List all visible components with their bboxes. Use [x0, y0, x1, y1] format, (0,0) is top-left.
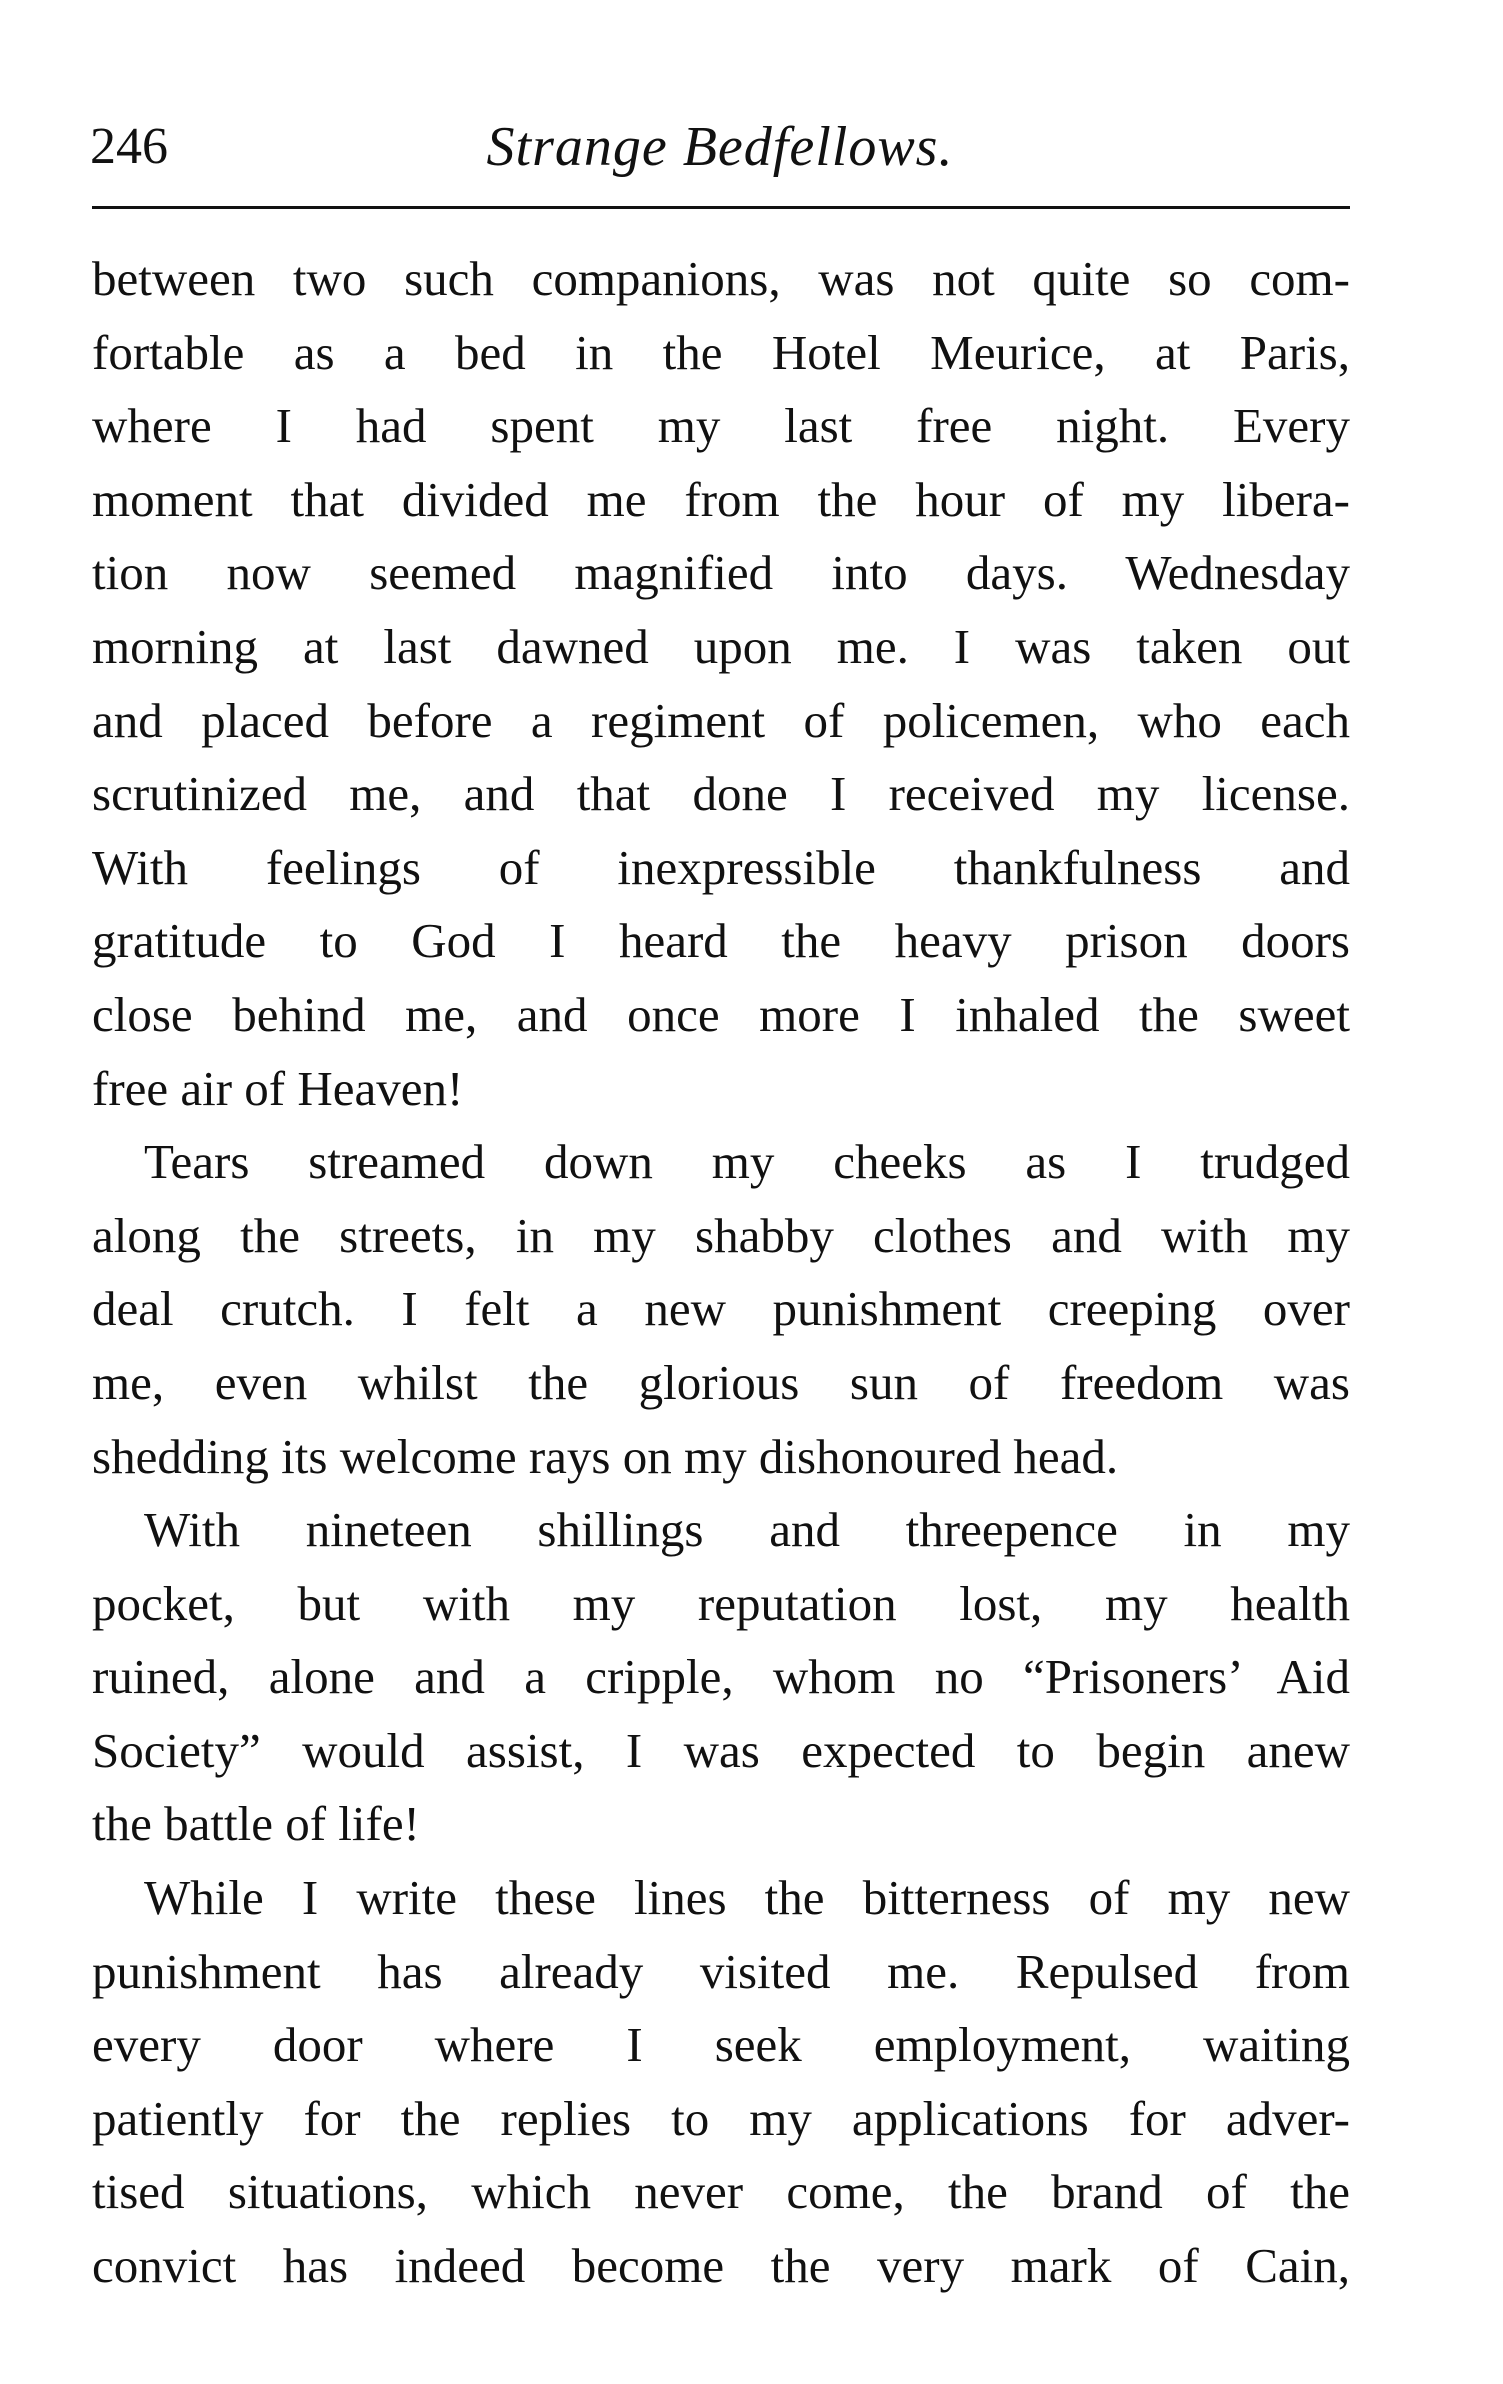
text-line: pocket, but with my reputation lost, my health	[92, 1575, 1350, 1631]
text-line: gratitude to God I heard the heavy prison doors	[92, 913, 1350, 969]
text-line: between two such companions, was not quite so com-	[92, 251, 1350, 306]
text-line: shedding its welcome rays on my dishonoured head.	[92, 1428, 1119, 1484]
text-line: every door where I seek employment, waiting	[92, 2017, 1350, 2073]
text-line: moment that divided me from the hour of my libera-	[92, 471, 1350, 527]
text-line: tised situations, which never come, the brand of the	[92, 2164, 1350, 2220]
text-line: fortable as a bed in the Hotel Meurice, at Paris,	[92, 324, 1350, 380]
text-line: scrutinized me, and that done I received my license.	[92, 766, 1350, 822]
text-line: deal crutch. I felt a new punishment creeping over	[92, 1281, 1350, 1337]
text-line: free air of Heaven!	[92, 1060, 464, 1116]
text-line: tion now seemed magnified into days. Wednesday	[92, 545, 1350, 601]
text-line: morning at last dawned upon me. I was taken out	[92, 618, 1350, 674]
text-line: convict has indeed become the very mark of Cain,	[92, 2238, 1350, 2294]
text-line: along the streets, in my shabby clothes and with my	[92, 1207, 1350, 1263]
running-title: Strange Bedfellows.	[486, 116, 954, 178]
text-line: Tears streamed down my cheeks as I trudged	[144, 1134, 1350, 1190]
header-rule	[92, 206, 1350, 209]
text-line: While I write these lines the bitterness of my new	[144, 1870, 1350, 1926]
body-text	[92, 242, 1350, 2303]
text-line: me, even whilst the glorious sun of freedom was	[92, 1354, 1350, 1410]
text-line: where I had spent my last free night. Every	[92, 398, 1350, 454]
text-line: patiently for the replies to my applications for adver-	[92, 2090, 1350, 2146]
text-line: close behind me, and once more I inhaled the sweet	[92, 986, 1350, 1042]
text-line: ruined, alone and a cripple, whom no “Prisoners’ Aid	[92, 1649, 1350, 1705]
text-line: With feelings of inexpressible thankfulness and	[92, 839, 1350, 895]
text-line: Society” would assist, I was expected to begin anew	[92, 1722, 1350, 1778]
text-line: With nineteen shillings and threepence in my	[144, 1502, 1350, 1558]
page-header	[90, 112, 1350, 192]
text-line: punishment has already visited me. Repulsed from	[92, 1943, 1350, 1999]
text-line: the battle of life!	[92, 1796, 420, 1852]
page-number: 246	[90, 118, 168, 175]
text-line: and placed before a regiment of policemen, who each	[92, 692, 1350, 748]
